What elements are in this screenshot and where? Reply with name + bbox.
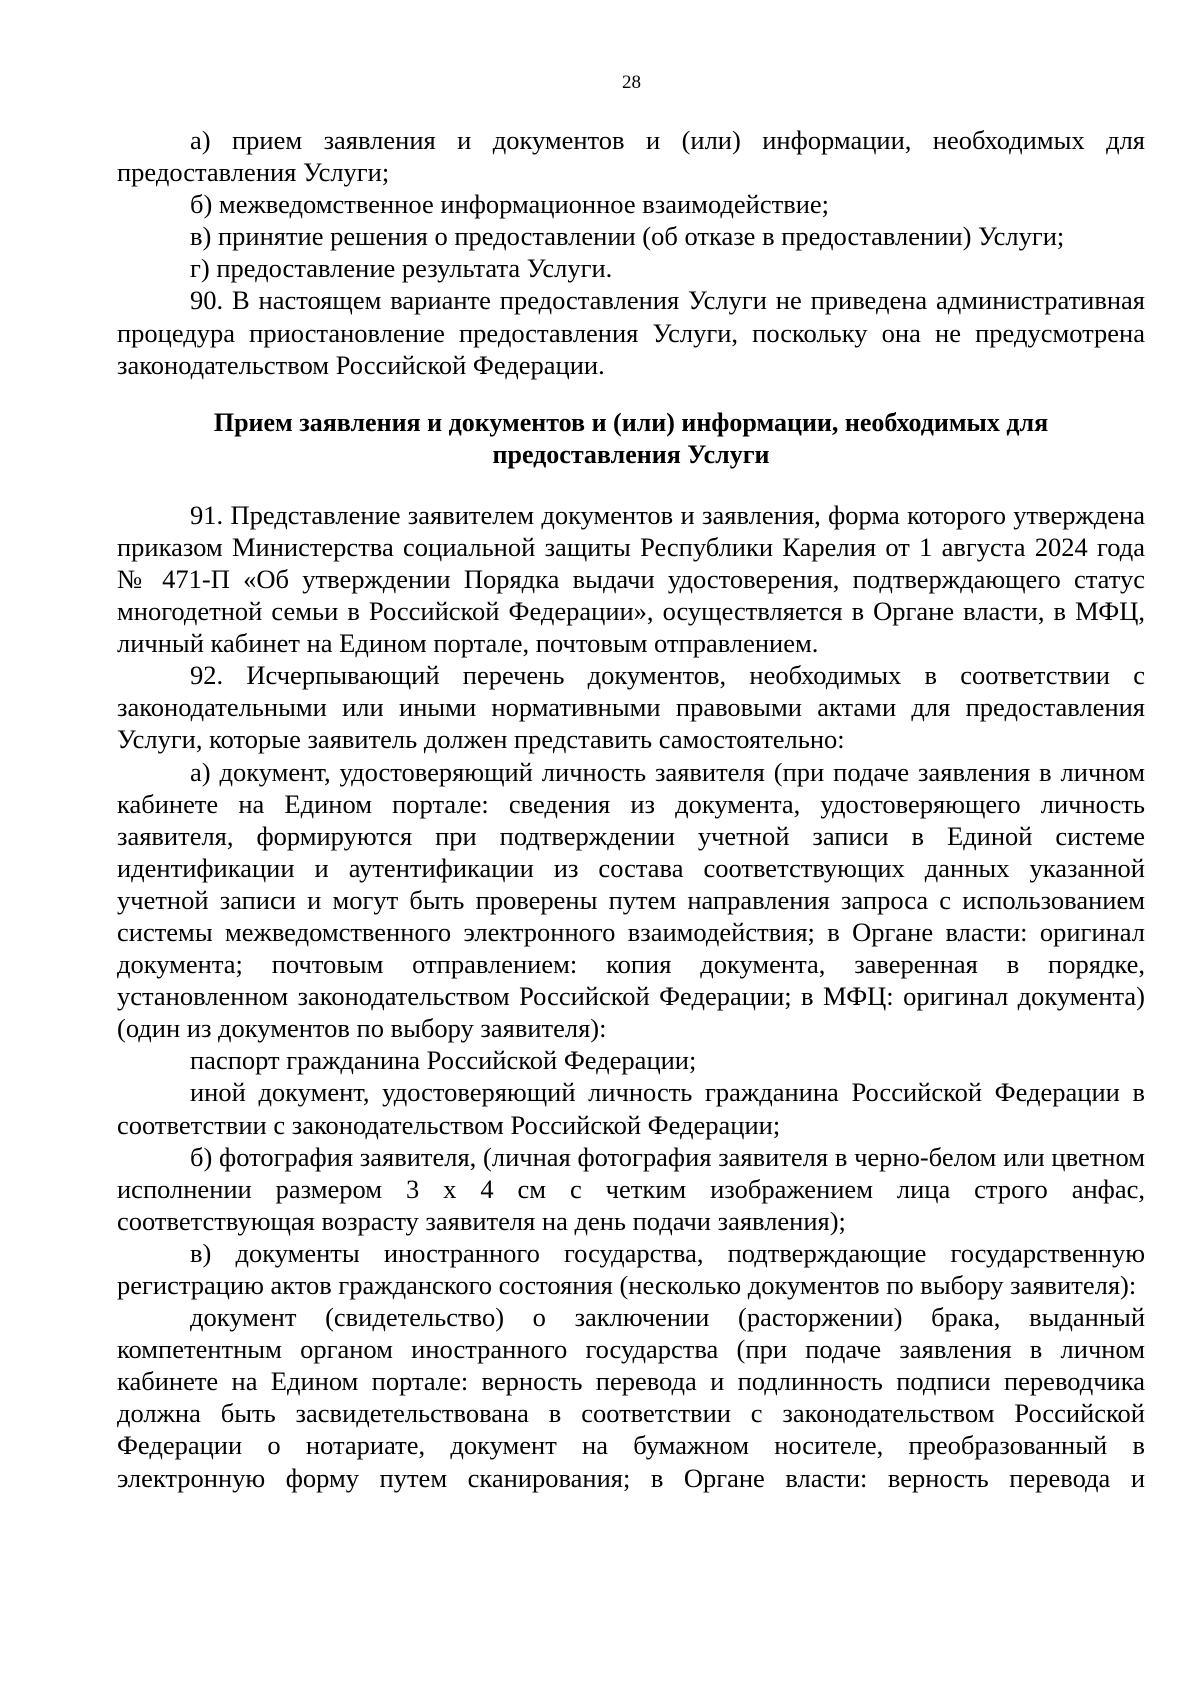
section-heading <box>117 407 1145 471</box>
paragraph-92-item-b: б) фотография заявителя, (личная фотография заявителя в черно-белом или цветном исполнении размером 3 х 4 см с четким изображением лица строго анфас, соответствующая возрасту заявителя на день подачи заявления); <box>117 1141 1145 1236</box>
paragraph-marriage-certificate: документ (свидетельство) о заключении (расторжении) брака, выданный компетентным органом иностранного государства (при подаче заявления в личном кабинете на Едином портале: верность перевода и подлинность подписи переводчика должна быть засвидетельствована в соответствии с законодательством Российской Федерации о нотариате, документ на бумажном носителе, преобразованный в электронную форму путем сканирования; в Органе власти: верность перевода и <box>117 1302 1145 1493</box>
document-body <box>117 124 1145 1494</box>
paragraph-92-item-a: а) документ, удостоверяющий личность заявителя (при подаче заявления в личном кабинете на Едином портале: сведения из документа, удостоверяющего личность заявителя, формируются при подтверждении учетной записи в Единой системе идентификации и аутентификации из состава соответствующих данных указанной учетной записи и могут быть проверены путем направления запроса с использованием системы межведомственного электронного взаимодействия; в Органе власти: оригинал документа; почтовым отправлением: копия документа, заверенная в порядке, установленном законодательством Российской Федерации; в МФЦ: оригинал документа) (один из документов по выбору заявителя): <box>117 756 1145 1044</box>
paragraph-91: 91. Представление заявителем документов и заявления, форма которого утверждена приказом Министерства социальной защиты Республики Карелия от 1 августа 2024 года № 471-П «Об утверждении Порядка выдачи удостоверения, подтверждающего статус многодетной семьи в Российской Федерации», осуществляется в Органе власти, в МФЦ, личный кабинет на Едином портале, почтовым отправлением. <box>117 499 1145 659</box>
page-number: 28 <box>622 72 641 93</box>
paragraph-92: 92. Исчерпывающий перечень документов, необходимых в соответствии с законодательными или иными нормативными правовыми актами для предоставления Услуги, которые заявитель должен представить самостоятельно: <box>117 660 1145 755</box>
section-heading-line-2: предоставления Услуги <box>492 439 770 469</box>
paragraph-90: 90. В настоящем варианте предоставления Услуги не приведена административная процедура приостановление предоставления Услуги, поскольку она не предусмотрена законодательством Российской Федерации. <box>117 285 1145 380</box>
paragraph-item-v: в) принятие решения о предоставлении (об отказе в предоставлении) Услуги; <box>190 221 1065 252</box>
paragraph-item-g: г) предоставление результата Услуги. <box>190 253 613 284</box>
paragraph-other-id-document: иной документ, удостоверяющий личность гражданина Российской Федерации в соответствии с законодательством Российской Федерации; <box>117 1077 1145 1140</box>
paragraph-item-a: а) прием заявления и документов и (или) информации, необходимых для предоставления Услуги; <box>117 125 1145 188</box>
section-heading-line-1: Прием заявления и документов и (или) информации, необходимых для <box>213 407 1049 437</box>
paragraph-item-b: б) межведомственное информационное взаимодействие; <box>190 189 830 220</box>
paragraph-92-item-v: в) документы иностранного государства, подтверждающие государственную регистрацию актов гражданского состояния (несколько документов по выбору заявителя): <box>117 1237 1145 1300</box>
paragraph-passport: паспорт гражданина Российской Федерации; <box>190 1045 697 1076</box>
